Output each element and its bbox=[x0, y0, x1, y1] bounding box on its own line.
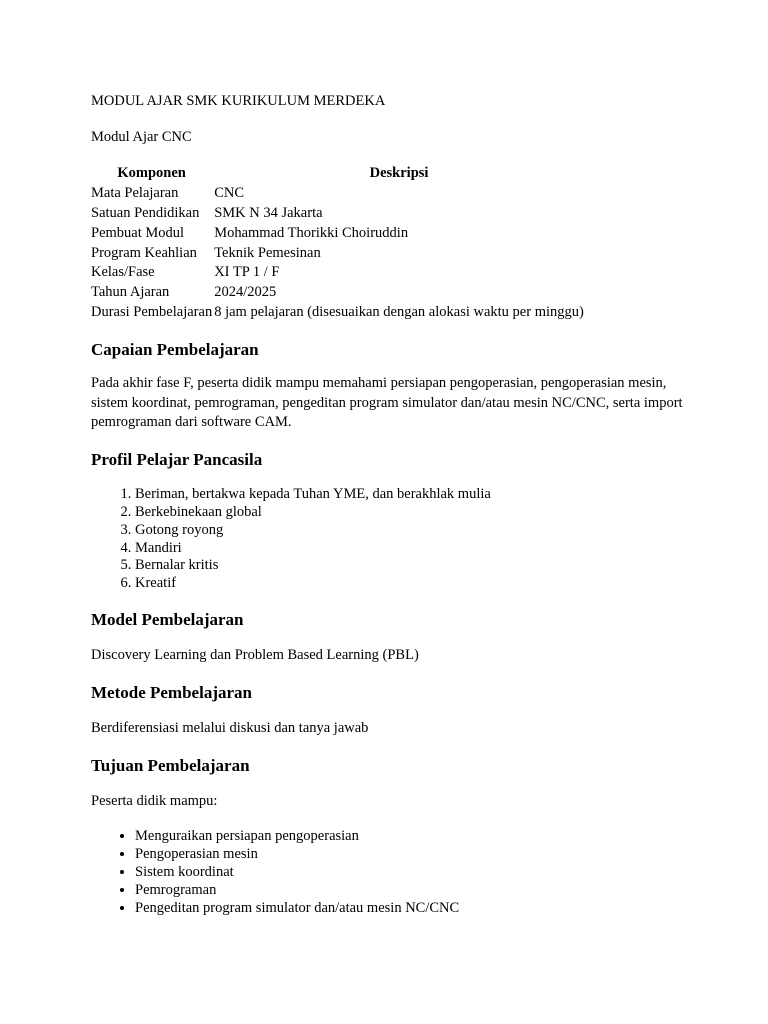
row-value: 2024/2025 bbox=[214, 284, 277, 301]
tujuan-list bbox=[91, 828, 691, 917]
row-label: Durasi Pembelajaran bbox=[91, 304, 213, 321]
table-header-row bbox=[90, 164, 585, 184]
list-item: • Sistem koordinat bbox=[135, 864, 691, 882]
list-item: 5. Bernalar kritis bbox=[135, 557, 691, 575]
table-row bbox=[90, 224, 585, 244]
row-label: Program Keahlian bbox=[91, 244, 197, 261]
row-label: Satuan Pendidikan bbox=[91, 205, 200, 222]
row-label: Tahun Ajaran bbox=[91, 284, 170, 301]
document-subtitle: Modul Ajar CNC bbox=[91, 128, 192, 145]
table-row bbox=[90, 184, 585, 204]
model-heading: Model Pembelajaran bbox=[91, 609, 244, 629]
row-value: 8 jam pelajaran (disesuaikan dengan alokasi waktu per minggu) bbox=[214, 304, 584, 321]
row-label: Kelas/Fase bbox=[91, 264, 155, 281]
list-item: 6. Kreatif bbox=[135, 575, 691, 593]
list-item: • Pemrograman bbox=[135, 882, 691, 900]
document-title: MODUL AJAR SMK KURIKULUM MERDEKA bbox=[91, 93, 386, 109]
row-value: Mohammad Thorikki Choiruddin bbox=[214, 224, 409, 241]
list-item: • Pengoperasian mesin bbox=[135, 846, 691, 864]
tujuan-intro: Peserta didik mampu: bbox=[91, 792, 218, 809]
header-deskripsi: Deskripsi bbox=[369, 165, 429, 182]
capaian-heading: Capaian Pembelajaran bbox=[91, 339, 259, 359]
model-text: Discovery Learning dan Problem Based Learning (PBL) bbox=[91, 647, 419, 664]
header-komponen: Komponen bbox=[117, 165, 186, 182]
table-row bbox=[90, 244, 585, 264]
row-value: CNC bbox=[214, 185, 245, 202]
row-label: Pembuat Modul bbox=[91, 224, 185, 241]
table-row bbox=[90, 204, 585, 224]
list-item: • Pengeditan program simulator dan/atau mesin NC/CNC bbox=[135, 900, 691, 918]
capaian-text: Pada akhir fase F, peserta didik mampu memahami persiapan pengoperasian, pengoperasian mesin, sistem koordinat, pemrograman, pengeditan program simulator dan/atau mesin NC/CNC, serta import pemrograman dari software CAM. bbox=[91, 374, 683, 431]
tujuan-heading: Tujuan Pembelajaran bbox=[91, 755, 250, 775]
row-label: Mata Pelajaran bbox=[91, 185, 179, 202]
list-item: • Menguraikan persiapan pengoperasian bbox=[135, 828, 691, 846]
row-value: Teknik Pemesinan bbox=[214, 244, 321, 261]
list-item: 4. Mandiri bbox=[135, 540, 691, 558]
table-row bbox=[90, 283, 585, 303]
row-value: XI TP 1 / F bbox=[214, 264, 280, 281]
profil-heading: Profil Pelajar Pancasila bbox=[91, 450, 263, 470]
component-table bbox=[90, 164, 585, 322]
list-item: 1. Beriman, bertakwa kepada Tuhan YME, dan berakhlak mulia bbox=[135, 486, 691, 504]
table-row bbox=[90, 303, 585, 323]
row-value: SMK N 34 Jakarta bbox=[214, 205, 323, 222]
metode-text: Berdiferensiasi melalui diskusi dan tanya jawab bbox=[91, 719, 369, 736]
document-content bbox=[91, 92, 691, 917]
table-row bbox=[90, 263, 585, 283]
profil-list bbox=[91, 486, 691, 593]
list-item: 2. Berkebinekaan global bbox=[135, 504, 691, 522]
list-item: 3. Gotong royong bbox=[135, 522, 691, 540]
metode-heading: Metode Pembelajaran bbox=[91, 682, 252, 702]
